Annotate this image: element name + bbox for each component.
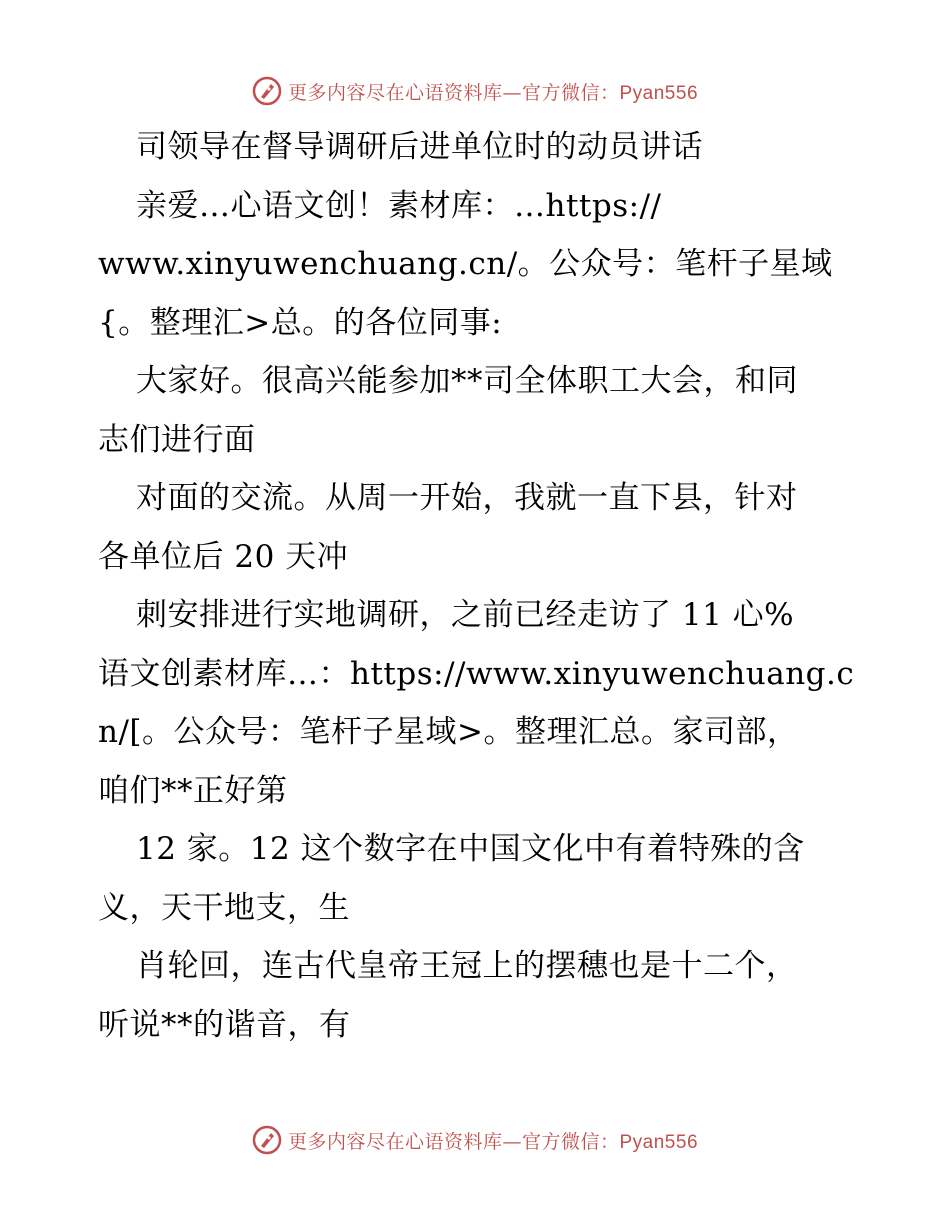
text-line: 大家好。很高兴能参加**司全体职工大会，和同: [136, 363, 798, 399]
text-line: 义，天干地支，生: [98, 889, 350, 926]
text-line: {。整理汇>总。的各位同事:: [98, 304, 503, 341]
wechat-id: Pyan556: [619, 82, 699, 104]
text-line: 志们进行面: [98, 421, 256, 458]
text-line: 肖轮回，连古代皇帝王冠上的摆穗也是十二个，: [136, 948, 798, 984]
banner-text: 更多内容尽在心语资料库—官方微信：Pyan556: [287, 1130, 699, 1153]
text-line: 刺安排进行实地调研，之前已经走访了 11 心%: [136, 597, 795, 633]
footer-banner: [0, 1120, 950, 1160]
banner-text: 更多内容尽在心语资料库—官方微信：Pyan556: [287, 81, 699, 104]
text-line: 亲爱…心语文创！素材库：…https://: [136, 187, 662, 224]
text-line: 各单位后 20 天冲: [98, 538, 349, 575]
text-line: 对面的交流。从周一开始，我就一直下县，针对: [136, 480, 798, 516]
text-line: 语文创素材库…：https://www.xinyuwenchuang.c: [98, 655, 855, 692]
wechat-id: Pyan556: [619, 1131, 699, 1153]
text-line: 咱们**正好第: [98, 772, 288, 809]
text-line: 听说**的谐音，有: [98, 1006, 351, 1043]
pen-nib-logo-icon: [252, 76, 282, 106]
document-body: [98, 118, 858, 1054]
text-line: 12 家。12 这个数字在中国文化中有着特殊的含: [136, 831, 805, 867]
text-line: n/[。公众号：笔杆子星域>。整理汇总。家司部，: [98, 714, 799, 750]
header-banner: [0, 71, 950, 111]
text-line: www.xinyuwenchuang.cn/。公众号：笔杆子星域: [98, 246, 833, 282]
pen-nib-logo-icon: [252, 1125, 282, 1155]
doc-title: 司领导在督导调研后进单位时的动员讲话: [136, 129, 703, 165]
